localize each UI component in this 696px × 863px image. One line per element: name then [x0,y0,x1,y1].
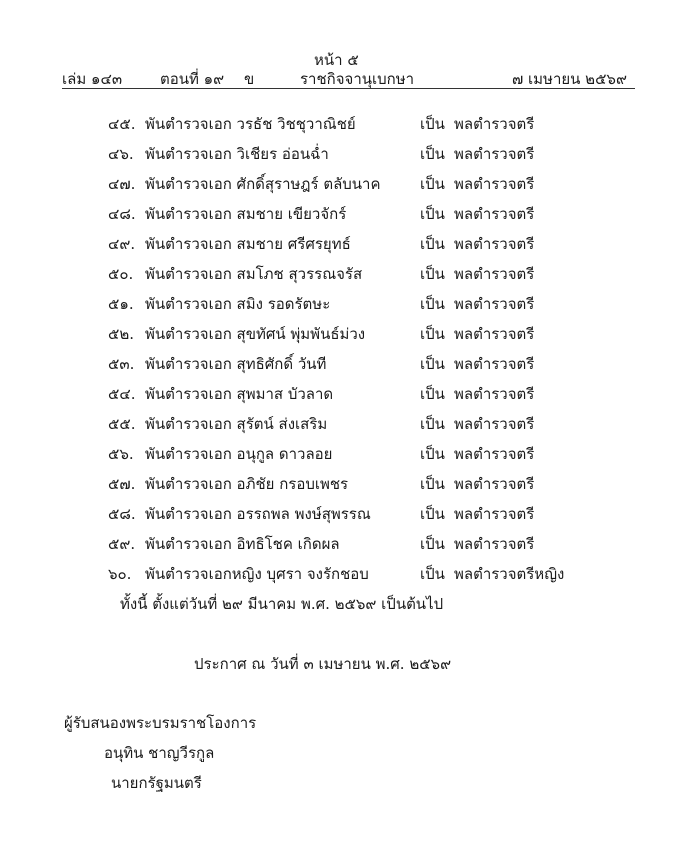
appointment-verb: เป็น [420,145,445,163]
officer-name: พันตำรวจเอก วรธัช วิชชุวาณิชย์ [145,115,356,133]
new-rank: พลตำรวจตรี [454,415,535,433]
signatory-title: นายกรัฐมนตรี [111,774,202,792]
item-number: ๔๘. [108,205,136,223]
appointment-verb: เป็น [420,265,445,283]
item-number: ๔๕. [108,115,136,133]
announcement-date: ประกาศ ณ วันที่ ๓ เมษายน พ.ศ. ๒๕๖๙ [194,655,452,673]
new-rank: พลตำรวจตรี [454,295,535,313]
item-number: ๕๒. [108,325,135,343]
appointment-verb: เป็น [420,175,445,193]
publication-name: ราชกิจจานุเบกษา [300,70,415,88]
list-item [0,174,696,196]
item-number: ๔๗. [108,175,136,193]
list-item [0,324,696,346]
item-number: ๖๐. [108,565,132,583]
new-rank: พลตำรวจตรีหญิง [454,565,565,583]
item-number: ๕๑. [108,295,134,313]
appointment-verb: เป็น [420,235,445,253]
appointment-verb: เป็น [420,505,445,523]
new-rank: พลตำรวจตรี [454,385,535,403]
page-number: หน้า ๕ [314,51,359,69]
item-number: ๕๙. [108,535,136,553]
officer-name: พันตำรวจเอก สมโภช สุวรรณจรัส [145,265,363,283]
appointment-verb: เป็น [420,325,445,343]
header-divider [62,88,635,89]
appointment-verb: เป็น [420,115,445,133]
list-item [0,294,696,316]
officer-name: พันตำรวจเอก สมชาย ศรีศรยุทธ์ [145,235,351,253]
list-item [0,114,696,136]
list-item [0,234,696,256]
volume-number: เล่ม ๑๔๓ [62,70,123,88]
list-item [0,504,696,526]
appointment-verb: เป็น [420,445,445,463]
list-item [0,354,696,376]
officer-name: พันตำรวจเอก สุพมาส บัวลาด [145,385,334,403]
publication-date: ๗ เมษายน ๒๕๖๙ [512,70,627,88]
officer-name: พันตำรวจเอก อรรถพล พงษ์สุพรรณ [145,505,371,523]
item-number: ๕๔. [108,385,136,403]
list-item [0,384,696,406]
appointment-verb: เป็น [420,565,445,583]
new-rank: พลตำรวจตรี [454,505,535,523]
list-item [0,564,696,586]
new-rank: พลตำรวจตรี [454,265,535,283]
item-number: ๕๖. [108,445,134,463]
appointment-verb: เป็น [420,385,445,403]
section-code: ข [244,70,255,88]
new-rank: พลตำรวจตรี [454,325,535,343]
new-rank: พลตำรวจตรี [454,115,535,133]
new-rank: พลตำรวจตรี [454,175,535,193]
item-number: ๕๘. [108,505,136,523]
officer-name: พันตำรวจเอก ศักดิ์สุราษฎร์ ตลับนาค [145,175,381,193]
appointment-verb: เป็น [420,205,445,223]
list-item [0,534,696,556]
new-rank: พลตำรวจตรี [454,145,535,163]
officer-name: พันตำรวจเอก วิเชียร อ่อนฉ่ำ [145,145,329,163]
countersign-role: ผู้รับสนองพระบรมราชโองการ [64,714,257,732]
list-item [0,264,696,286]
appointment-verb: เป็น [420,475,445,493]
appointment-verb: เป็น [420,415,445,433]
list-item [0,204,696,226]
item-number: ๕๗. [108,475,136,493]
new-rank: พลตำรวจตรี [454,205,535,223]
officer-name: พันตำรวจเอก สุรัตน์ ส่งเสริม [145,415,328,433]
list-item [0,414,696,436]
appointment-verb: เป็น [420,355,445,373]
officer-name: พันตำรวจเอก อภิชัย กรอบเพชร [145,475,349,493]
new-rank: พลตำรวจตรี [454,355,535,373]
new-rank: พลตำรวจตรี [454,235,535,253]
list-item [0,444,696,466]
appointment-verb: เป็น [420,535,445,553]
item-number: ๕๕. [108,415,136,433]
new-rank: พลตำรวจตรี [454,475,535,493]
new-rank: พลตำรวจตรี [454,445,535,463]
item-number: ๕๐. [108,265,134,283]
list-item [0,144,696,166]
signatory-name: อนุทิน ชาญวีรกูล [104,744,215,762]
appointment-verb: เป็น [420,295,445,313]
issue-number: ตอนที่ ๑๙ [160,70,225,88]
item-number: ๕๓. [108,355,135,373]
officer-name: พันตำรวจเอก อิทธิโชค เกิดผล [145,535,340,553]
officer-name: พันตำรวจเอก สมิง รอดรัตษะ [145,295,331,313]
list-item [0,474,696,496]
officer-name: พันตำรวจเอก สุขทัศน์ พุ่มพันธ์ม่วง [145,325,366,343]
new-rank: พลตำรวจตรี [454,535,535,553]
officer-name: พันตำรวจเอก สุทธิศักดิ์ วันที [145,355,327,373]
officer-name: พันตำรวจเอก สมชาย เขียวจักร์ [145,205,347,223]
officer-name: พันตำรวจเอกหญิง บุศรา จงรักชอบ [145,565,369,583]
item-number: ๔๙. [108,235,136,253]
effective-date-clause: ทั้งนี้ ตั้งแต่วันที่ ๒๙ มีนาคม พ.ศ. ๒๕๖๙ เป็นต้นไป [120,595,444,613]
officer-name: พันตำรวจเอก อนุกูล ดาวลอย [145,445,333,463]
item-number: ๔๖. [108,145,134,163]
